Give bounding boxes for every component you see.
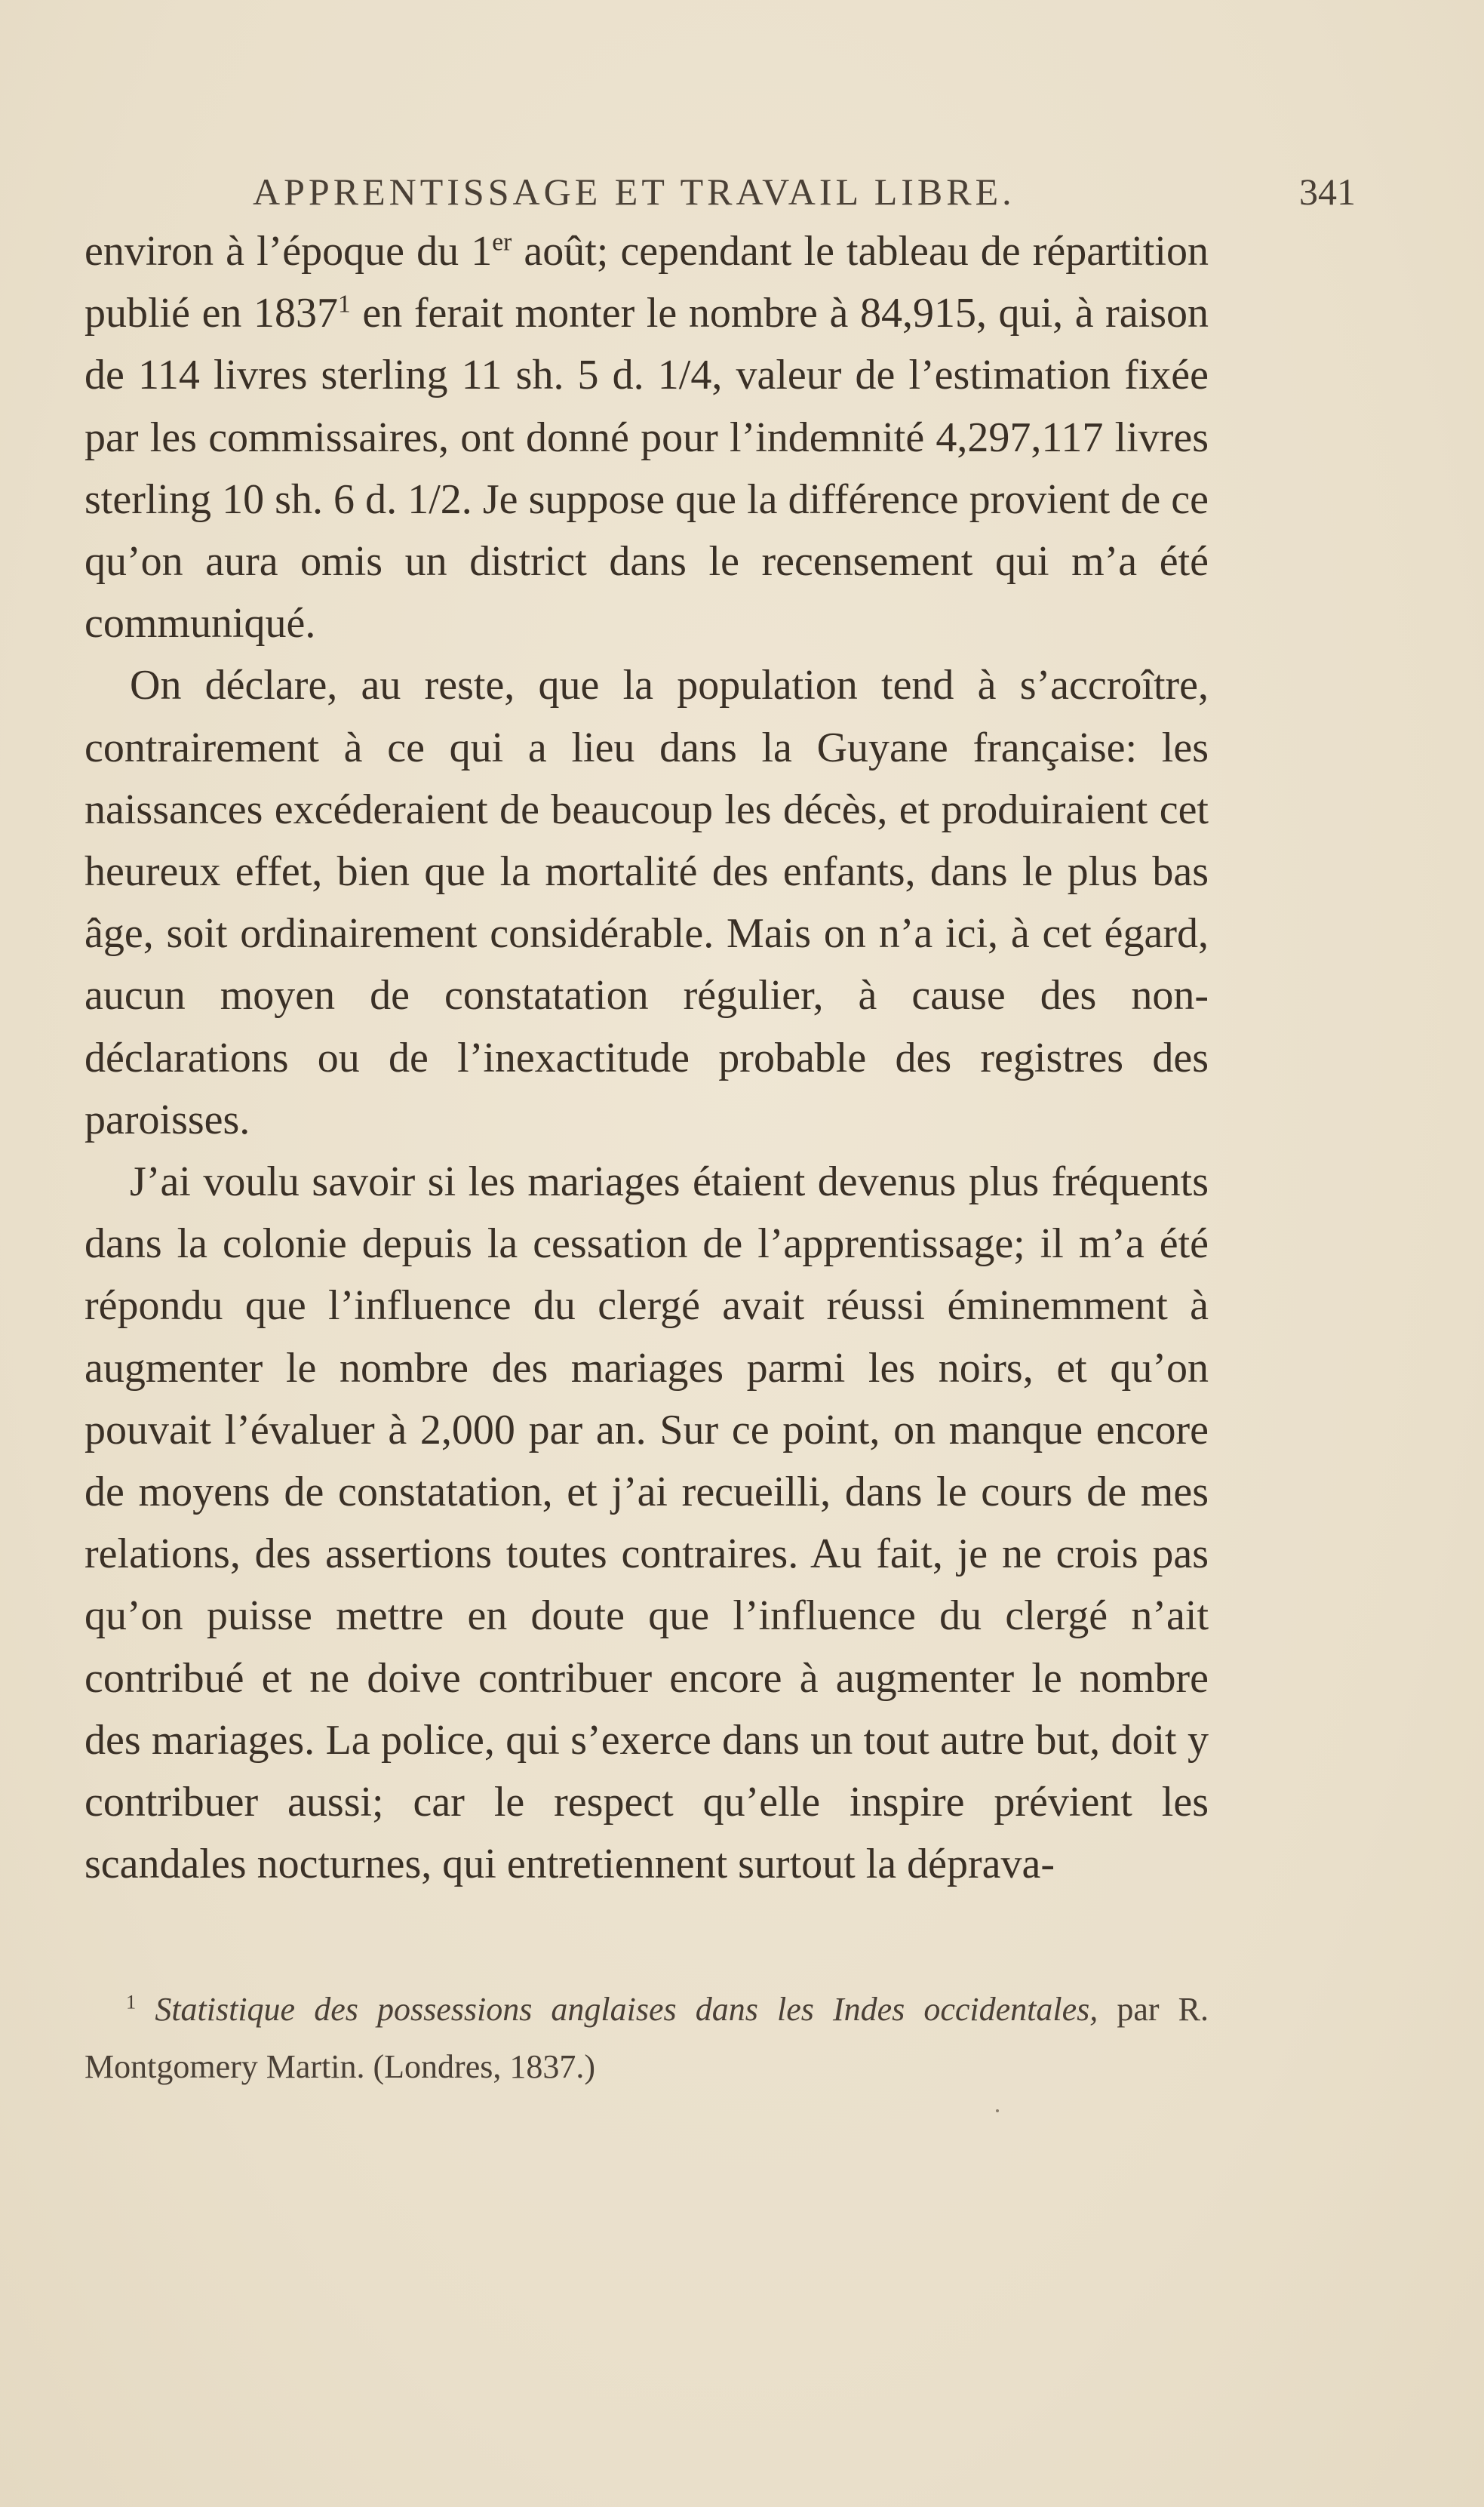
- paragraph-2: On déclare, au reste, que la population tend à s’accroître, contrairement à ce qui a lieu dans la Guyane française: les naissances excéderaient de beaucoup les décès, et produiraient cet heureux effet, bien que la mortalité des enfants, dans le plus bas âge, soit ordinairement considérable. Mais on n’a ici, à cet égard, aucun moyen de constatation régulier, à cause des non-déclarations ou de l’inexactitude probable des registres des paroisses.: [84, 662, 1209, 1143]
- page-number: 341: [1299, 171, 1356, 213]
- body-text: [84, 220, 1209, 1895]
- paragraph-1-part-a: environ à l’époque du 1: [84, 228, 493, 275]
- paragraph-3: J’ai voulu savoir si les mariages étaient devenus plus fréquents dans la colonie depuis la cessation de l’apprentissage; il m’a été répondu que l’influence du clergé avait réussi éminemment à augmenter le nombre des mariages parmi les noirs, et qu’on pouvait l’évaluer à 2,000 par an. Sur ce point, on manque encore de moyens de constatation, et j’ai recueilli, dans le cours de mes relations, des assertions toutes contraires. Au fait, je ne crois pas qu’on puisse mettre en doute que l’influence du clergé n’ait contribué et ne doive contribuer encore à augmenter le nombre des mariages. La police, qui s’exerce dans un tout autre but, doit y contribuer aussi; car le respect qu’elle inspire prévient les scandales nocturnes, qui entretiennent surtout la déprava-: [84, 1158, 1209, 1888]
- footnote-reference: 1: [338, 290, 351, 318]
- ordinal-superscript: er: [492, 228, 512, 257]
- paragraph-1-part-c: en ferait monter le nombre à 84,915, qui, à raison de 114 livres sterling 11 sh. 5 d. 1/4, valeur de l’estimation fixée par les commissaires, ont donné pour l’indemnité 4,297,117 livres sterling 10 sh. 6 d. 1/2. Je suppose que la différence provient de ce qu’on aura omis un district dans le recensement qui m’a été communiqué.: [84, 290, 1209, 648]
- running-title: APPRENTISSAGE ET TRAVAIL LIBRE.: [253, 171, 1015, 213]
- footnote-source-title: Statistique des possessions anglaises dans les Indes occidentales,: [155, 1991, 1098, 2028]
- footnote-1: [84, 1981, 1209, 2096]
- page-header: [83, 170, 1356, 223]
- paragraph-1-part-b: août; cependant le tableau de répartition publié en 1837: [84, 228, 1209, 337]
- footnote-marker: 1: [126, 1990, 137, 2013]
- paragraph-1: [84, 220, 1209, 654]
- footnotes: [84, 1981, 1209, 2096]
- paper-speck: [996, 2109, 999, 2112]
- footnote-source-rest: par R. Montgomery Martin. (Londres, 1837.): [84, 1991, 1209, 2085]
